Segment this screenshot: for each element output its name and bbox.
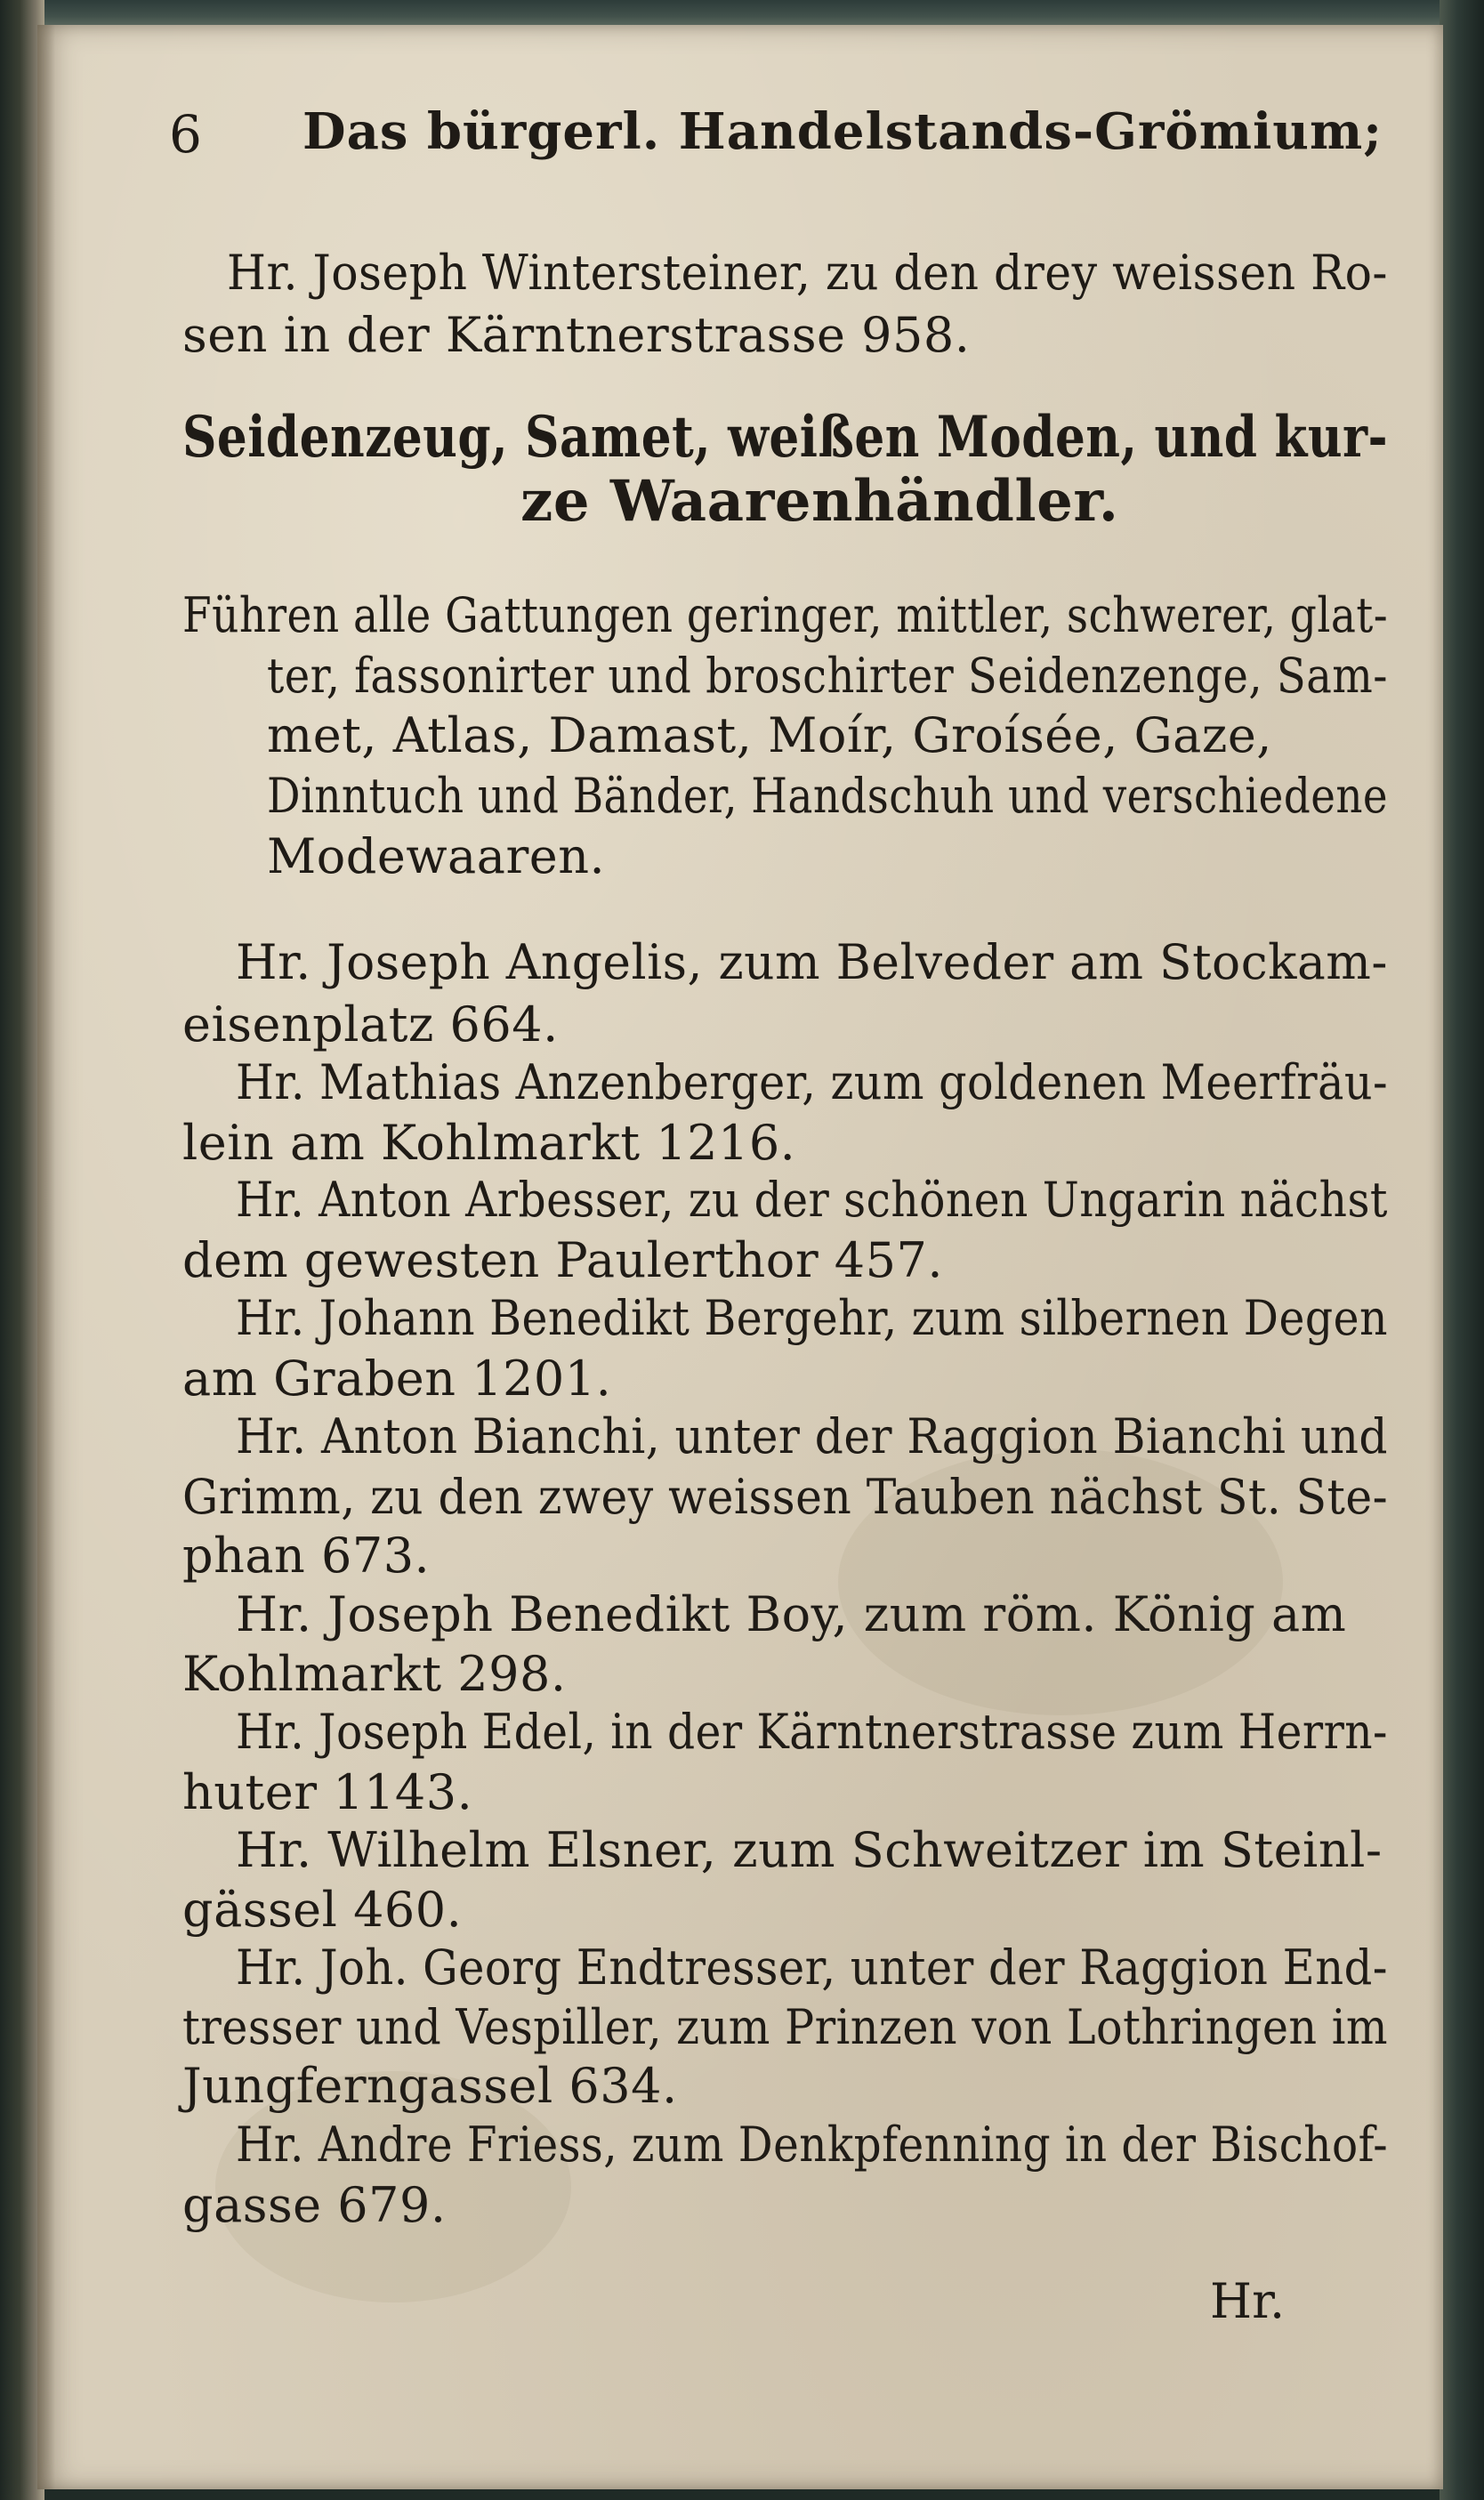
entry-line: Hr. Anton Arbesser, zu der schönen Ungarin nächst (236, 1172, 1388, 1228)
entry-line: gässel 460. (182, 1882, 463, 1938)
description-line: Führen alle Gattungen geringer, mittler, schwerer, glat- (182, 587, 1389, 643)
running-head: Das bürgerl. Handelstands-Grömium; (302, 102, 1383, 161)
page-gutter-shadow (37, 25, 55, 2489)
section-heading-line: Seidenzeug, Samet, weißen Moden, und kur- (182, 404, 1389, 471)
entry-line: tresser und Vespiller, zum Prinzen von Lothringen im (182, 1999, 1389, 2055)
entry-line: Hr. Joh. Georg Endtresser, unter der Raggion End- (236, 1940, 1388, 1996)
entry-line: Hr. Andre Friess, zum Denkpfenning in der Bischof- (236, 2117, 1389, 2173)
catchword: Hr. (1210, 2273, 1286, 2329)
intro-entry-line: sen in der Kärntnerstrasse 958. (182, 307, 971, 363)
entry-line: huter 1143. (182, 1764, 473, 1820)
entry-line: phan 673. (182, 1528, 431, 1584)
entry-line: lein am Kohlmarkt 1216. (182, 1115, 796, 1171)
description-line: Dinntuch und Bänder, Handschuh und verschiedene (267, 768, 1389, 824)
section-heading-line: ze Waarenhändler. (520, 468, 1119, 535)
entry-line: gasse 679. (182, 2177, 447, 2233)
entry-line: Hr. Anton Bianchi, unter der Raggion Bianchi und (236, 1408, 1388, 1464)
description-line: ter, fassonirter und broschirter Seidenzenge, Sam- (267, 648, 1388, 704)
entry-line: eisenplatz 664. (182, 996, 559, 1052)
entry-line: Hr. Joseph Edel, in der Kärntnerstrasse zum Herrn- (236, 1704, 1388, 1760)
book-top-edge (0, 0, 1484, 27)
description-line: Modewaaren. (267, 828, 606, 884)
entry-line: am Graben 1201. (182, 1351, 612, 1407)
entry-line: Jungferngassel 634. (182, 2058, 678, 2114)
entry-line: Hr. Mathias Anzenberger, zum goldenen Meerfräu- (236, 1054, 1389, 1110)
entry-line: Hr. Joseph Benedikt Boy, zum röm. König am (236, 1586, 1347, 1642)
entry-line: dem gewesten Paulerthor 457. (182, 1232, 944, 1288)
page-number: 6 (169, 104, 202, 165)
entry-line: Hr. Wilhelm Elsner, zum Schweitzer im Steinl- (236, 1822, 1383, 1878)
entry-line: Grimm, zu den zwey weissen Tauben nächst St. Ste- (182, 1469, 1389, 1525)
intro-entry-line: Hr. Joseph Wintersteiner, zu den drey weissen Ro- (227, 245, 1388, 301)
book-right-edge (1440, 0, 1484, 2500)
description-line: met, Atlas, Damast, Moír, Groísée, Gaze, (267, 707, 1272, 763)
entry-line: Hr. Joseph Angelis, zum Belveder am Stockam- (236, 934, 1388, 990)
entry-line: Kohlmarkt 298. (182, 1646, 567, 1702)
entry-line: Hr. Johann Benedikt Bergehr, zum silbernen Degen (236, 1290, 1388, 1346)
